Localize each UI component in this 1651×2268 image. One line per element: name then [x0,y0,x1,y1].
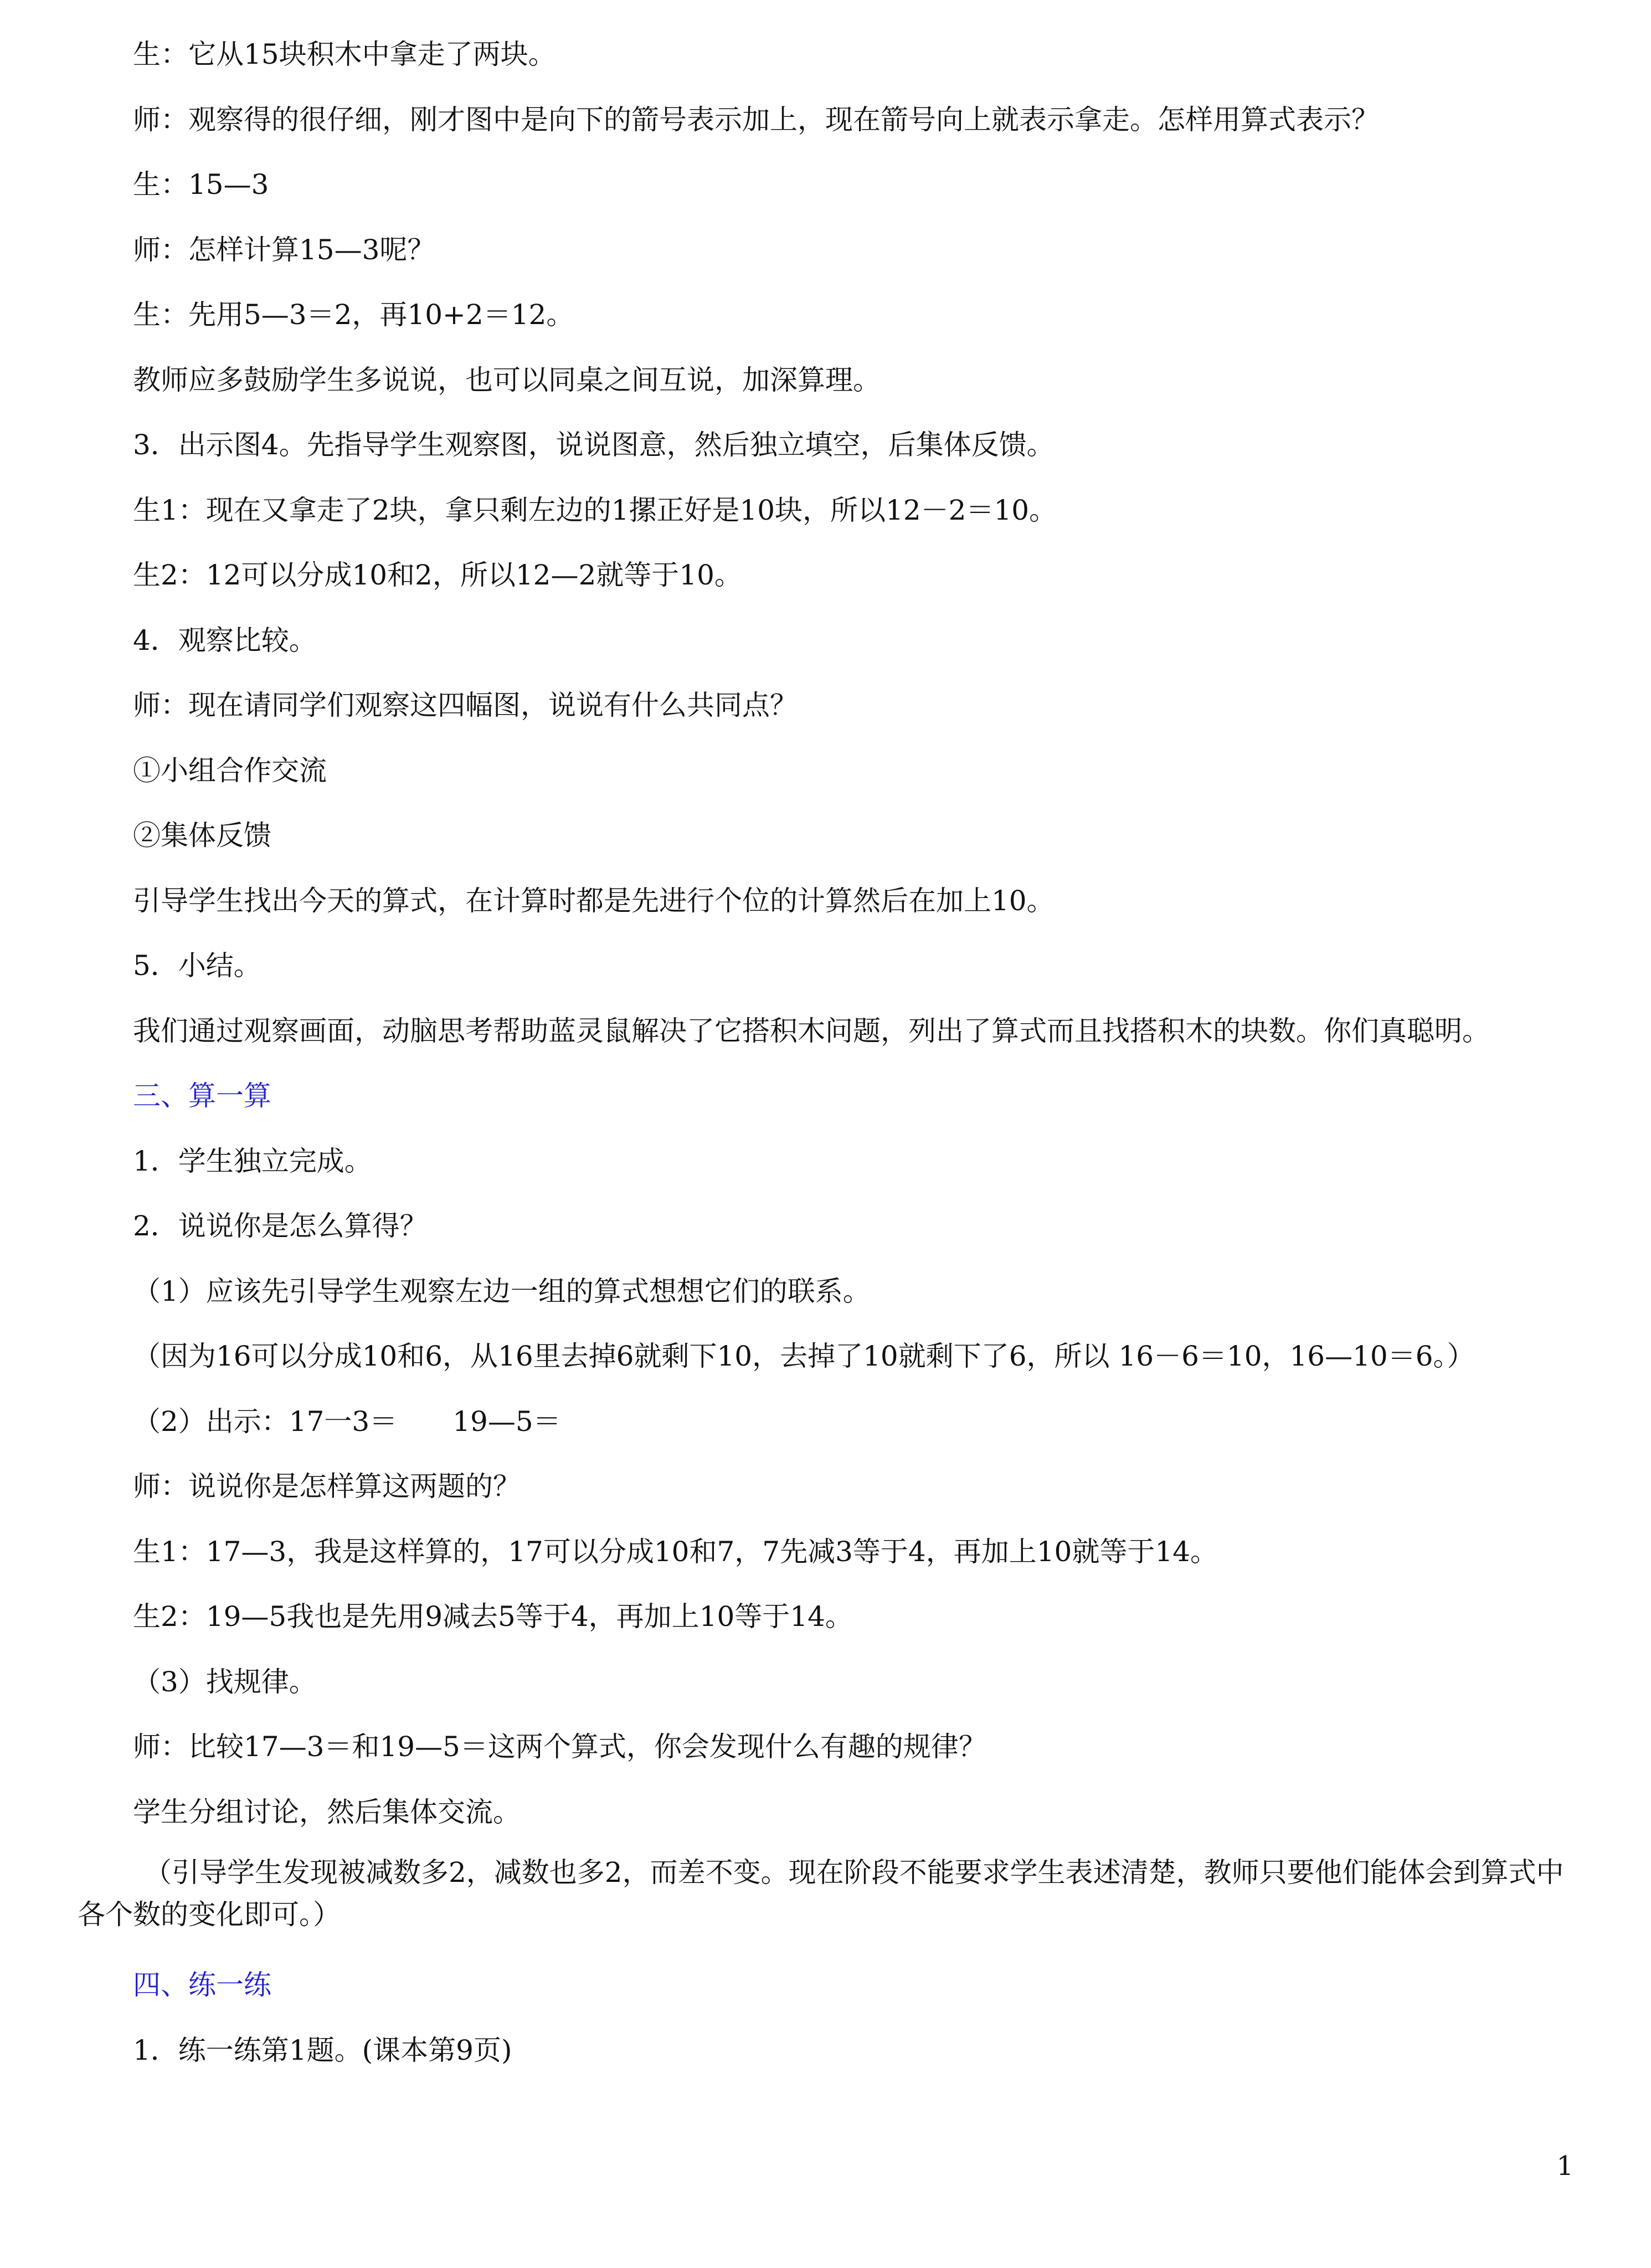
text-line: 生1：17—3，我是这样算的，17可以分成10和7，7先减3等于4，再加上10就等于14。 [133,1535,1218,1568]
text-line: 生：它从15块积木中拿走了两块。 [133,38,556,70]
text-line: （2）出示：17一3＝ 19—5＝ [133,1405,561,1438]
text-line: 2．说说你是怎么算得？ [133,1210,428,1242]
text-line: 生：15—3 [133,168,269,201]
text-line: 师：怎样计算15—3呢？ [133,233,435,266]
text-line: ①小组合作交流 [133,754,327,787]
text-line: 生2：19—5我也是先用9减去5等于4，再加上10等于14。 [133,1600,853,1633]
text-line: 生2：12可以分成10和2，所以12—2就等于10。 [133,559,742,591]
text-line: 师：比较17—3＝和19—5＝这两个算式，你会发现什么有趣的规律？ [133,1731,986,1763]
text-line: （因为16可以分成10和6，从16里去掉6就剩下10，去掉了10就剩下了6，所以 16－6＝10，16—10＝6。） [133,1340,1475,1372]
page-number: 1 [1556,2151,1573,2182]
text-line: 师：说说你是怎样算这两题的？ [133,1470,521,1502]
text-line: 教师应多鼓励学生多说说，也可以同桌之间互说，加深算理。 [133,363,881,396]
text-line: 1．练一练第1题。(课本第9页) [133,2034,512,2066]
text-line: 生1：现在又拿走了2块，拿只剩左边的1摞正好是10块，所以12－2＝10。 [133,494,1057,526]
text-line: ②集体反馈 [133,819,271,851]
text-line: 引导学生找出今天的算式，在计算时都是先进行个位的计算然后在加上10。 [133,884,1055,917]
text-line: 5．小结。 [133,950,261,982]
text-line: 3．出示图4。先指导学生观察图，说说图意，然后独立填空，后集体反馈。 [133,429,1055,461]
text-line: 师：观察得的很仔细，刚才图中是向下的箭号表示加上，现在箭号向上就表示拿走。怎样用算式表示？ [133,103,1379,136]
paragraph-text: （引导学生发现被减数多2，减数也多2，而差不变。现在阶段不能要求学生表述清楚，教师只要他们能体会到算式中各个数的变化即可。） [78,1856,1564,1931]
text-line: 师：现在请同学们观察这四幅图，说说有什么共同点？ [133,689,798,721]
text-line: 1．学生独立完成。 [133,1145,372,1177]
section-heading: 四、练一练 [133,1969,271,2001]
wrapped-paragraph [78,1851,1573,1936]
text-line: 我们通过观察画面，动脑思考帮助蓝灵鼠解决了它搭积木问题，列出了算式而且找搭积木的块数。你们真聪明。 [133,1014,1490,1047]
text-line: 4．观察比较。 [133,624,317,656]
section-heading: 三、算一算 [133,1080,271,1112]
text-line: 生：先用5—3＝2，再10+2＝12。 [133,299,574,331]
text-line: （3）找规律。 [133,1665,317,1698]
text-line: （1）应该先引导学生观察左边一组的算式想想它们的联系。 [133,1275,871,1307]
text-line: 学生分组讨论，然后集体交流。 [133,1795,521,1828]
